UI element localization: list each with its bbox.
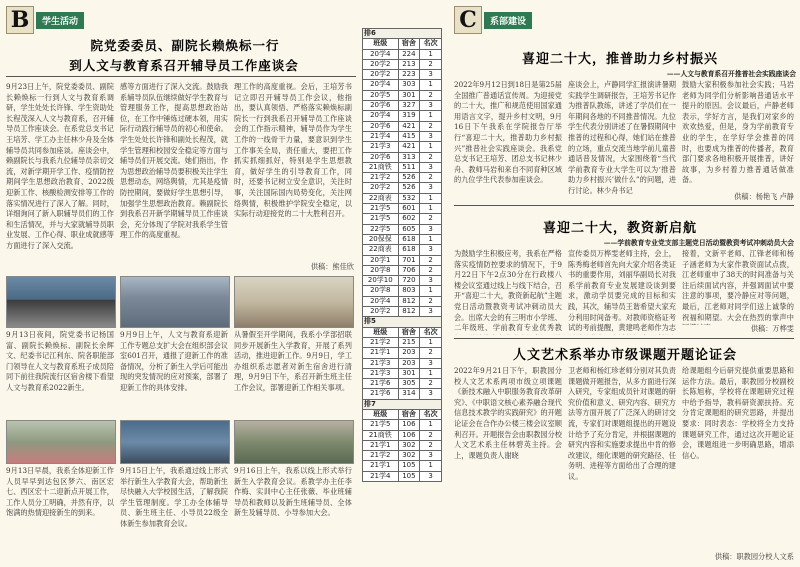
table-header-cell: 宿舍 xyxy=(398,409,420,419)
table-header-cell: 宿舍 xyxy=(398,39,420,49)
article-column-2: 感等方面进行了深入交流。鼓励我系辅导员队伍继续做好学生教育与管理服务工作，提高思想政治站位，在工作中锤炼过硬本领，用实际行动践行辅导员的初心和使命。学生处处长许锋和副处长程茂，就学生管理和校园安全稳定等方面与辅导员们开展交流。她们指出，作为思想政治辅导员要积极关注学生思想动态，网络舆情，尤其是疫情防控期间，要做好学生思想引导，加强学生思想政治教育。赖副院长到我系召开新学期辅导员工作座谈会，充分体现了学院对我系学生管理工作的高度重视。 xyxy=(120,82,228,240)
table-row xyxy=(363,80,442,90)
table-cell: 20学5 xyxy=(363,90,399,100)
table-cell: 1 xyxy=(420,461,442,471)
table-cell: 602 xyxy=(398,214,420,224)
table-row xyxy=(363,451,442,461)
article2-column-2: 宣传委员万桦雯老师主持，会上，陈秀梅老师首先向大家介绍各类证书的重要作用，刘丽华副局长对我系学前教育专业发展建设谈到要求，激动学员要完成的目标和实践，其次，辅导员王谐希望大家充分利用时间备考。对教师资格证考试的考前提醒，黄建鸣老师作为志 xyxy=(568,249,676,333)
table-cell: 1 xyxy=(420,368,442,378)
table-cell: 3 xyxy=(420,245,442,255)
table-cell: 2 xyxy=(420,265,442,275)
section-letter: C xyxy=(454,6,482,34)
table-cell: 706 xyxy=(398,265,420,275)
photo-dorm-visit xyxy=(6,276,116,328)
table-cell: 21学6 xyxy=(363,389,399,399)
table-cell: 20学8 xyxy=(363,286,399,296)
table-group-label: 排5 xyxy=(363,317,442,327)
table-cell: 812 xyxy=(398,307,420,317)
table-cell: 21学1 xyxy=(363,348,399,358)
article1-subtitle: ——人文与教育系召开推普社会实践座谈会 xyxy=(666,70,796,78)
table-cell: 106 xyxy=(398,420,420,430)
table-cell: 2 xyxy=(420,59,442,69)
photo-caption-6: 9月16日上午，我系以线上形式举行新生入学教育会议。系教学办主任李作梅、实训中心主任张薇、毕业班辅导员和教师以及新生班辅导员、全体新生及辅导员、小导参加大会。 xyxy=(234,466,352,518)
table-row xyxy=(363,173,442,183)
photo-caption-1: 9月13日夜间，院党委书记杨国富、副院长赖焕标、副院长余辉文、纪委书记江利东、院各职能部门领导在人文与教育系班子成员陪同下前往我院流行区宿舍楼下看望人文与教育系2022新生。 xyxy=(6,330,114,392)
table-cell: 21学3 xyxy=(363,368,399,378)
table-cell: 215 xyxy=(398,337,420,347)
article3-byline: 供稿：职教园分校人文系 xyxy=(714,552,794,561)
table-cell: 21商铁 xyxy=(363,162,399,172)
table-cell: 20学6 xyxy=(363,152,399,162)
table-cell: 203 xyxy=(398,348,420,358)
table-cell: 605 xyxy=(398,224,420,234)
divider xyxy=(454,205,794,206)
table-header-cell: 班级 xyxy=(363,39,399,49)
table-row xyxy=(363,152,442,162)
table-row xyxy=(363,337,442,347)
table-cell: 20学4 xyxy=(363,49,399,59)
table-header-cell: 名次 xyxy=(420,39,442,49)
dorm-ranking-table xyxy=(362,28,442,482)
article3-column-2: 卫老师和杨红珍老师分别对其负责课题做开题报告，从多方面进行深入研究，专家组成员针对课题的研究价值和意义、研究内容、研究方法等方面开展了广泛深入的研讨交流，专家们对课题组提出的开题设计给予了充分肯定，并根据课题的研究内容和实施要求提出中肯的修改建议，细化课题的研究路径、任务明、进程等方面给出了合理的建议。 xyxy=(568,366,676,481)
article1-title: 喜迎二十大，推普助力乡村振兴 xyxy=(521,52,718,67)
table-cell: 319 xyxy=(398,111,420,121)
table-row xyxy=(363,193,442,203)
table-row xyxy=(363,348,442,358)
table-row xyxy=(363,358,442,368)
table-row xyxy=(363,245,442,255)
table-cell: 1 xyxy=(420,80,442,90)
table-cell: 415 xyxy=(398,131,420,141)
headline-line1: 院党委委员、副院长赖焕标一行 xyxy=(90,38,280,53)
table-cell: 701 xyxy=(398,255,420,265)
table-cell: 21学2 xyxy=(363,173,399,183)
table-cell: 303 xyxy=(398,80,420,90)
table-group-label: 排7 xyxy=(363,399,442,409)
table-cell: 2 xyxy=(420,430,442,440)
table-header-cell: 名次 xyxy=(420,409,442,419)
table-cell: 21商铁 xyxy=(363,430,399,440)
table-cell: 803 xyxy=(398,286,420,296)
table-cell: 3 xyxy=(420,389,442,399)
table-row xyxy=(363,420,442,430)
table-cell: 20学2 xyxy=(363,70,399,80)
photo-dorm-cleaning xyxy=(234,276,354,328)
table-cell: 213 xyxy=(398,59,420,69)
table-cell: 224 xyxy=(398,49,420,59)
table-cell: 3 xyxy=(420,358,442,368)
table-cell: 302 xyxy=(398,451,420,461)
photo-online-orientation xyxy=(120,420,230,464)
table-cell: 720 xyxy=(398,276,420,286)
table-cell: 20学8 xyxy=(363,265,399,275)
table-cell: 302 xyxy=(398,440,420,450)
article2-byline: 供稿：万桦雯 xyxy=(750,324,794,333)
table-row xyxy=(363,265,442,275)
table-cell: 1 xyxy=(420,204,442,214)
table-cell: 105 xyxy=(398,471,420,481)
section-header-c xyxy=(454,6,532,34)
table-row xyxy=(363,214,442,224)
table-cell: 22商表 xyxy=(363,193,399,203)
table-cell: 20学4 xyxy=(363,111,399,121)
article1-byline: 供稿：杨艳飞 卢静 xyxy=(734,192,794,201)
table-row xyxy=(363,131,442,141)
photo-online-meeting xyxy=(234,420,354,464)
table-header-cell: 班级 xyxy=(363,409,399,419)
table-cell: 601 xyxy=(398,204,420,214)
table-cell: 314 xyxy=(398,389,420,399)
table-cell: 20学6 xyxy=(363,121,399,131)
table-cell: 2 xyxy=(420,440,442,450)
table-row xyxy=(363,101,442,111)
table-cell: 203 xyxy=(398,358,420,368)
table-cell: 21学5 xyxy=(363,204,399,214)
article-column-3: 理工作的高度重视。会后，王培芳书记立即召开辅导员工作会议，他指出，要认真领悟、严格落实赖焕标副院长一行到我系召开辅导员工作座谈会的工作指示精神，辅导员作为学生工作的一线骨干力量，要意识到学生工作事关全局，责任重大，要把工作抓实抓细抓好，特别是学生思想教育，做好学生的引导教育工作，同时，还要书记树立安全意识，关注时事，关注国际国内局势变化，关注网络舆情，积极维护学院安全稳定，以实际行动迎接党的二十大胜利召开。 xyxy=(234,82,352,219)
table-cell: 21学1 xyxy=(363,461,399,471)
table-cell: 21学2 xyxy=(363,337,399,347)
table-cell: 511 xyxy=(398,162,420,172)
table-row xyxy=(363,121,442,131)
headline-line2: 到人文与教育系召开辅导员工作座谈会 xyxy=(69,58,299,73)
table-cell: 3 xyxy=(420,101,442,111)
photo-welcome-point xyxy=(6,420,116,464)
table-cell: 1 xyxy=(420,142,442,152)
article3-column-3: 给课题组今后研究提供重要思路和运作方法。最后，职教园分校副校长陈旭称，学校将在课题研究过程中给予指导，教科研资源扶持。充分肯定课题组的研究思路，并提出要求：同时表态：学校将全力支持课题研究工作，通过这次开题论证会，课题组进一步明确思路，增添信心。 xyxy=(682,366,794,460)
divider xyxy=(6,76,356,77)
table-row xyxy=(363,368,442,378)
table-row xyxy=(363,142,442,152)
table-row xyxy=(363,70,442,80)
table-row xyxy=(363,183,442,193)
table-row xyxy=(363,224,442,234)
section-tag: 学生活动 xyxy=(36,12,84,29)
table-cell: 20保保 xyxy=(363,234,399,244)
article3-column-1: 2022年9月21日下午，职教园分校人文艺术系两项市级立项课题《新技术融入中职服务教育改革研究》、《中职语文核心素养融合现代信息技术教学的实践研究》的开题论证会在合作办公楼三楼会议室顺利召开。开题报告会由职教园分校人文艺术系主任林碧英主持。会上，课题负责人谢晓 xyxy=(454,366,562,460)
table-cell: 21学5 xyxy=(363,420,399,430)
table-cell: 812 xyxy=(398,296,420,306)
table-row xyxy=(363,379,442,389)
article2-title: 喜迎二十大，教资新启航 xyxy=(542,221,697,236)
table-cell: 20学2 xyxy=(363,307,399,317)
table-cell: 21学1 xyxy=(363,440,399,450)
article1-column-2: 座谈会上，卢静同学汇报演讲暑期实践学生调研报告，王培芳书记作为推普队教练，讲述了学员们在一年期间各地的不同推普情况。九位学生代表分别讲述了在暑假期间中推普的过程和心得，她们站在推普的立场，重点交流当地学前儿童普通话普及情况，大家围绕着“当代学前教育专业大学生可以为‘推普助力乡村振兴’做什么”的问题，进行讨论。林少舟书记 xyxy=(568,80,676,195)
table-cell: 2 xyxy=(420,296,442,306)
table-row xyxy=(363,471,442,481)
table-cell: 2 xyxy=(420,348,442,358)
table-cell: 526 xyxy=(398,173,420,183)
table-cell: 20学1 xyxy=(363,255,399,265)
table-cell: 2 xyxy=(420,255,442,265)
table-cell: 301 xyxy=(398,90,420,100)
table-row xyxy=(363,59,442,69)
table-row xyxy=(363,286,442,296)
table-cell: 1 xyxy=(420,49,442,59)
article2-subtitle: ——学前教育专业党支部主题党日活动暨教资考试冲刺动员大会 xyxy=(603,239,794,247)
article2-column-1: 为鼓励学生积极应考，我系在严格落实疫情防控要求的情况下，于9月22日下午2点30分在行政楼八楼会议室通过线上与线下结合，召开“喜迎二十大，教资新起航”主题党日活动暨教资考试冲刺动员大会。出席大会的有三明市小学班、二年级班、学前教育专业优秀教 xyxy=(454,249,562,333)
table-cell: 2 xyxy=(420,121,442,131)
table-cell: 223 xyxy=(398,70,420,80)
table-cell: 106 xyxy=(398,430,420,440)
table-group-label: 排6 xyxy=(363,29,442,39)
table-row xyxy=(363,307,442,317)
table-row xyxy=(363,204,442,214)
table-cell: 21学4 xyxy=(363,131,399,141)
photo-caption-5: 9月15日上午，我系通过线上形式举行新生入学教育大会，帮助新生尽快融入大学校园生活，了解我院学生管理制度。学工办全体辅导员、新生班主任、小导员22级全体新生参加教育会议。 xyxy=(120,466,228,528)
table-cell: 20学4 xyxy=(363,296,399,306)
table-cell: 1 xyxy=(420,111,442,121)
article-byline: 供稿：熊佳欣 xyxy=(310,262,354,271)
table-row xyxy=(363,49,442,59)
table-row xyxy=(363,461,442,471)
article-column-1: 9月23日上午，院党委委员、副院长赖焕标一行到人文与教育系调研，学生处处长许锋、学生资助处长程茂深入人文与教育系，召开辅导员工作座谈会。在系党总支书记王培芳、学工办主任林少舟及全体辅导员共同参加座谈。座谈会中，赖副院长与我系九位辅导员亲切交流，对新学期开学工作、疫情防控期间学生思想政治教育、2022级迎新工作、核酸检测安排等工作的落实情况进行了深入了解。同时，详细询问了新入职辅导员们的工作和生活情况，并与大家就辅导员职业发展、工作心得、职业成就感等方面进行了深入交流。 xyxy=(6,82,114,250)
table-row xyxy=(363,90,442,100)
article1-column-1: 2022年9月12日到18日是第25届全国推广普通话宣传周。为迎接党的二十大，推广和规范使用国家通用语言文字，提升乡村文明，9月16日下午我系在学院报告厅举行“喜迎二十大，推普助力乡村振兴”推普社会实践座谈会。我系党总支书记王培芳、团总支书记林少舟、教师马岩和来自不同育种区域的九位学生代表参加座谈会。 xyxy=(454,80,562,185)
table-cell: 21学3 xyxy=(363,142,399,152)
table-row xyxy=(363,276,442,286)
table-cell: 3 xyxy=(420,471,442,481)
table-cell: 2 xyxy=(420,214,442,224)
table-cell: 421 xyxy=(398,142,420,152)
table-row xyxy=(363,255,442,265)
article2-column-3: 接着，文新平老师、江锋老师和杨子涵老师为大家作教资面试点拨，江老师重申了38天的时间准备与关注后续面试内容，并强调面试中要注意的事项，要冷静应对等问题，最后，江老师对同学们送上诚挚的祝福和期望。大会在热烈的掌声中 xyxy=(682,249,794,322)
table-cell: 3 xyxy=(420,131,442,141)
divider xyxy=(454,338,794,339)
table-cell: 2 xyxy=(420,173,442,183)
table-cell: 532 xyxy=(398,193,420,203)
table-cell: 1 xyxy=(420,193,442,203)
table-cell: 301 xyxy=(398,368,420,378)
table-cell: 618 xyxy=(398,234,420,244)
table-cell: 22学5 xyxy=(363,224,399,234)
table-cell: 3 xyxy=(420,162,442,172)
table-row xyxy=(363,162,442,172)
section-header-b xyxy=(6,6,84,34)
table-cell: 3 xyxy=(420,183,442,193)
table-header-cell: 宿舍 xyxy=(398,327,420,337)
table-row xyxy=(363,389,442,399)
table-cell: 305 xyxy=(398,379,420,389)
table-cell: 2 xyxy=(420,152,442,162)
table-row xyxy=(363,296,442,306)
table-cell: 21学3 xyxy=(363,358,399,368)
table-cell: 20学4 xyxy=(363,80,399,90)
table-cell: 2 xyxy=(420,90,442,100)
table-cell: 22商表 xyxy=(363,245,399,255)
table-cell: 3 xyxy=(420,224,442,234)
section-tag: 系部建设 xyxy=(484,12,532,29)
table-cell: 21学2 xyxy=(363,451,399,461)
table-row xyxy=(363,111,442,121)
table-cell: 21学5 xyxy=(363,214,399,224)
table-cell: 20学2 xyxy=(363,59,399,69)
table-cell: 3 xyxy=(420,451,442,461)
photo-caption-3: 从暑假至开学期间，我系小学部招联同步开展新生入学教育，开展了系列活动，推进迎新工作。9月9日，学工办组织系志愿者对新生宿舍进行清理，9月9日下午，系召开新生班主任工作会议，部署迎新工作相关事项。 xyxy=(234,330,352,392)
table-cell: 21学4 xyxy=(363,471,399,481)
section-letter: B xyxy=(6,6,34,34)
photo-caption-2: 9月9日上午，人文与教育系迎新工作专题总支扩大会在组织部会议室601召开，通报了迎新工作的准备情况，分析了新生入学后可能出现的突发情况的应对预案，部署了迎新工作的具体安排。 xyxy=(120,330,228,392)
table-cell: 1 xyxy=(420,337,442,347)
photo-caption-4: 9月13日早晨，我系全体迎新工作人员早早到达包区梦六、南区宏七、西区宏十二迎新点开展工作，工作人员分工明确，并然有序，以饱满的热情迎接新生的到来。 xyxy=(6,466,114,518)
table-cell: 526 xyxy=(398,183,420,193)
table-cell: 20学2 xyxy=(363,183,399,193)
table-cell: 3 xyxy=(420,276,442,286)
photo-meeting-room xyxy=(120,276,230,328)
table-row xyxy=(363,430,442,440)
table-cell: 21学6 xyxy=(363,379,399,389)
table-cell: 618 xyxy=(398,245,420,255)
table-cell: 313 xyxy=(398,152,420,162)
table-header-cell: 名次 xyxy=(420,327,442,337)
table-row xyxy=(363,440,442,450)
table-cell: 20学10 xyxy=(363,276,399,286)
table-cell: 1 xyxy=(420,286,442,296)
table-cell: 1 xyxy=(420,420,442,430)
table-cell: 20学6 xyxy=(363,101,399,111)
article1-column-3: 鼓励大家积极参加社会实践；马岩老师为同学们分析影响普通话水平提升的原因。会议最后，卢静老师表示，学好方言，是我们对家乡的欢欢热爱，但是，身为学前教育专业的学生，在学好学会推普的同时，也要成为推普的传播者，教育部门要求各地积极开展推普，讲好故事，为乡村着力推普通话做准备。 xyxy=(682,80,794,185)
table-row xyxy=(363,234,442,244)
table-cell: 1 xyxy=(420,234,442,244)
table-cell: 105 xyxy=(398,461,420,471)
table-cell: 2 xyxy=(420,379,442,389)
table-cell: 327 xyxy=(398,101,420,111)
article3-title: 人文艺术系举办市级课题开题论证会 xyxy=(512,348,737,363)
table-cell: 421 xyxy=(398,121,420,131)
table-cell: 3 xyxy=(420,70,442,80)
table-header-cell: 班级 xyxy=(363,327,399,337)
table-cell: 3 xyxy=(420,307,442,317)
